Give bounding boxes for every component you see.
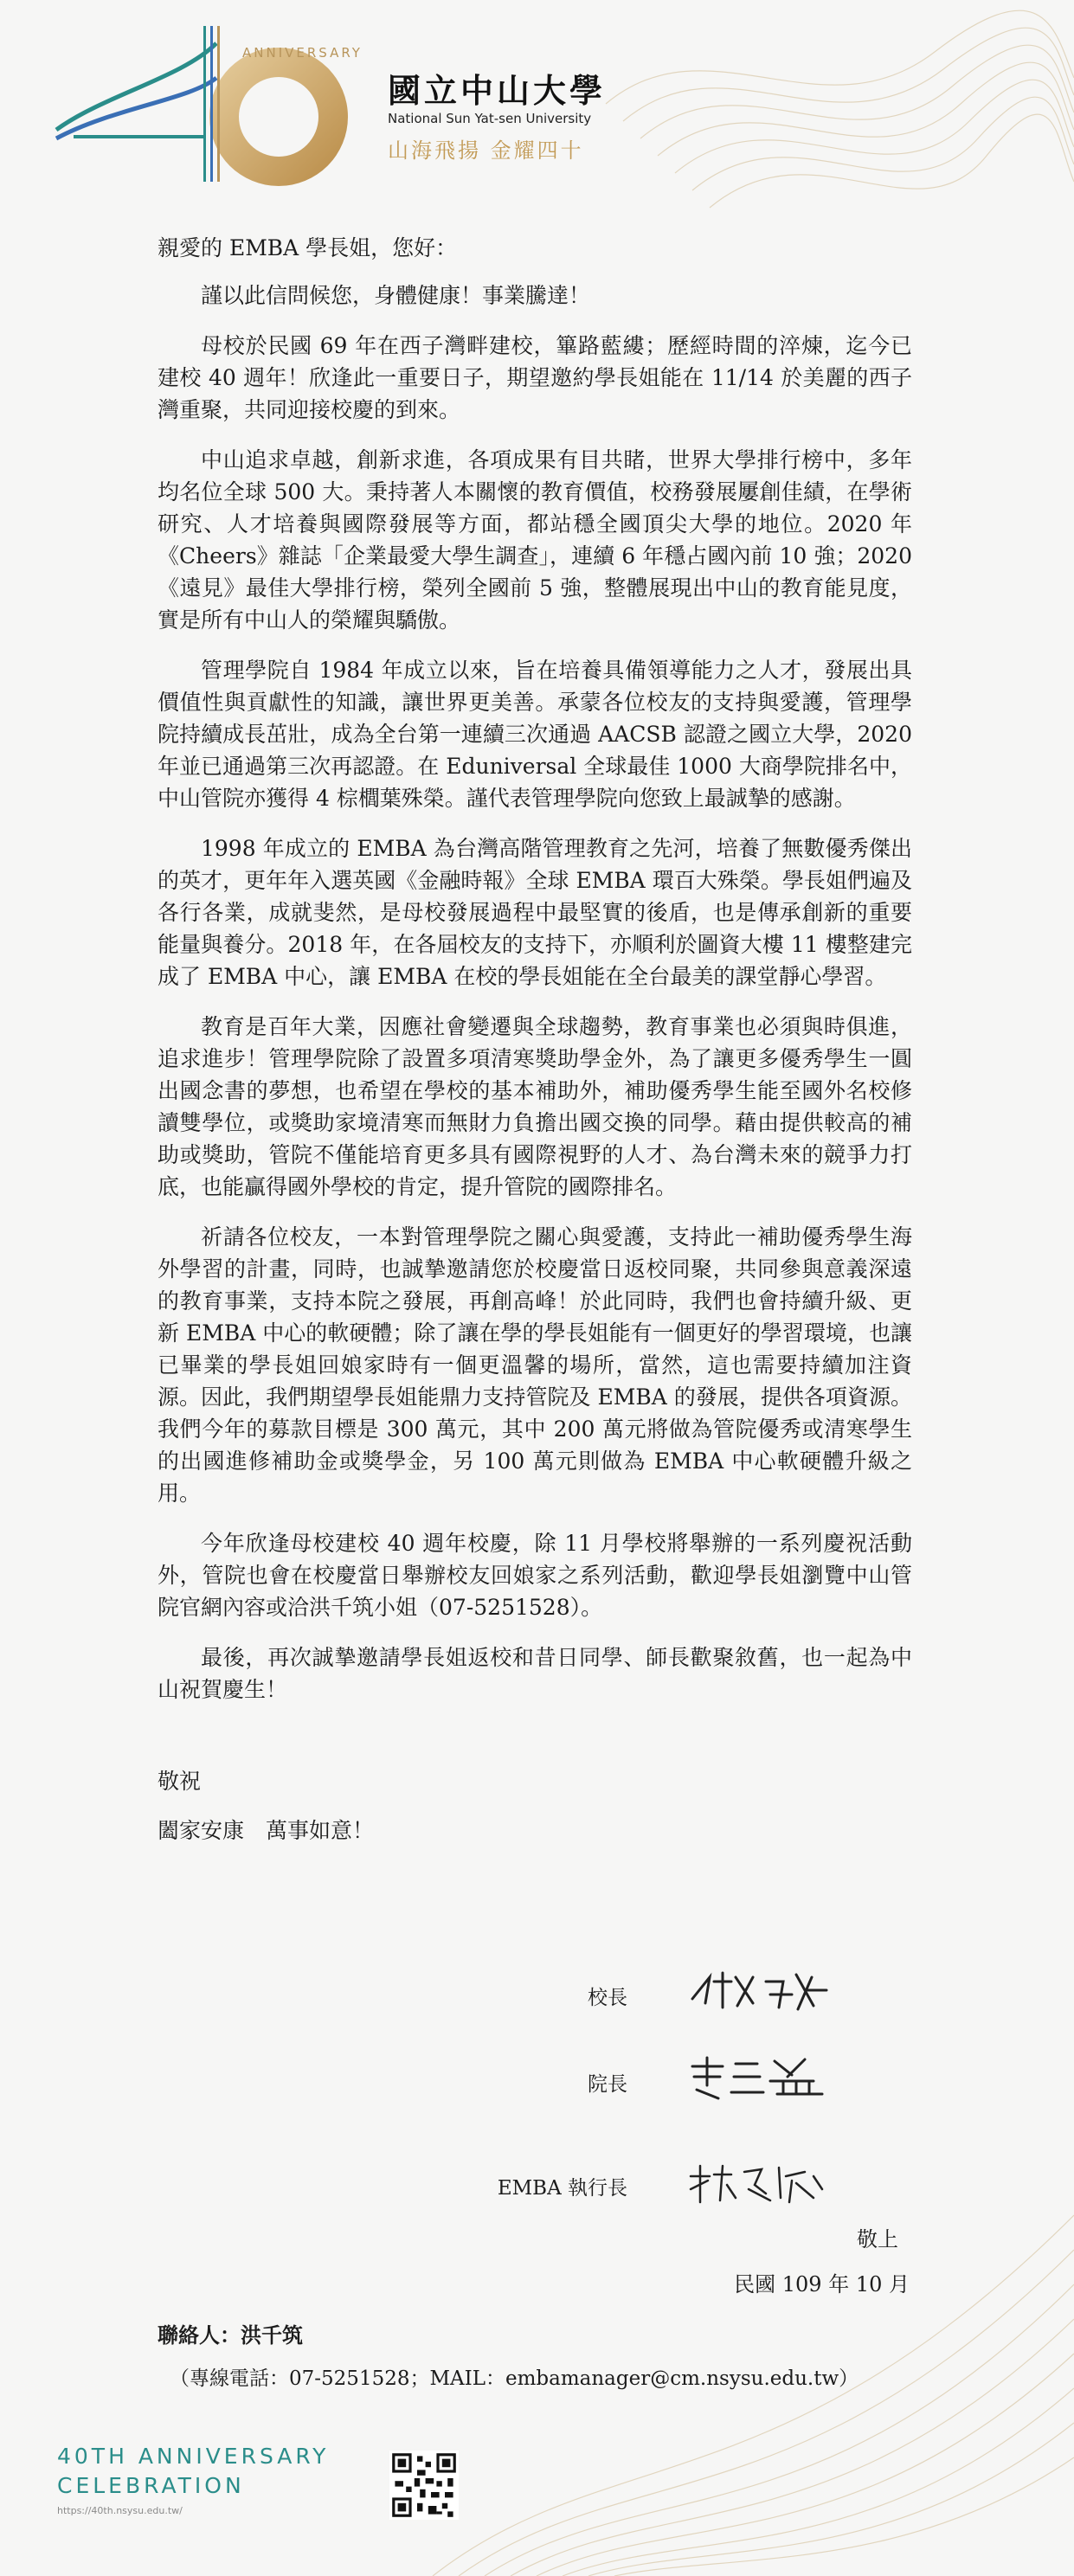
signer-title-dean: 院長 [588, 2073, 627, 2096]
slogan: 山海飛揚 金耀四十 [388, 138, 584, 163]
signature-dean [684, 2051, 831, 2103]
salutation: 親愛的 EMBA 學長姐，您好： [158, 235, 458, 260]
footer-line-1: 40TH ANNIVERSARY [57, 2444, 330, 2469]
paragraph-3: 中山追求卓越，創新求進，各項成果有目共睹，世界大學排行榜中，多年均名位全球 500 大。秉持著人本關懷的教育價值，校務發展屢創佳績，在學術研究、人才培養與國際發展等方面，都站穩全國頂尖大學的地位。2020 年《Cheers》雜誌「企業最愛大學生調查」，連續 6 年穩占國內前 10 強；2020《遠見》最佳大學排行榜，榮列全國前 5 強，整體展現出中山的教育能見度，實是所有中山人的榮耀與驕傲。 [158, 447, 912, 633]
footer-anniversary-text [57, 2442, 329, 2501]
university-name-en: National Sun Yat-sen University [388, 111, 592, 126]
paragraph-1: 謹以此信問候您，身體健康！事業騰達！ [201, 283, 591, 308]
letter-date: 民國 109 年 10 月 [734, 2272, 910, 2297]
letterhead [52, 26, 658, 190]
closing-wish: 敬祝 [158, 1769, 202, 1794]
footer-line-2: CELEBRATION [57, 2473, 245, 2498]
paragraph-9: 最後，再次誠摯邀請學長姐返校和昔日同學、師長歡聚敘舊，也一起為中山祝賀慶生！ [158, 1645, 912, 1702]
signer-title-president: 校長 [588, 1987, 627, 2009]
footer-url: https://40th.nsysu.edu.tw/ [57, 2505, 183, 2516]
closing [158, 1765, 374, 1864]
signature-president [684, 1964, 831, 2016]
contact-person: 聯絡人：洪千筑 [158, 2322, 303, 2348]
contact-details: （專線電話：07-5251528；MAIL：embamanager@cm.nsysu.edu.tw） [170, 2367, 859, 2390]
paragraph-2: 母校於民國 69 年在西子灣畔建校，篳路藍縷；歷經時間的淬煉，迄今已建校 40 週年！欣逢此一重要日子，期望邀約學長姐能在 11/14 於美麗的西子灣重聚，共同迎接校慶的到來。 [158, 333, 912, 422]
respect-closing: 敬上 [857, 2227, 898, 2252]
qr-code-icon [389, 2451, 459, 2520]
anniversary-word: ANNIVERSARY [242, 45, 363, 61]
paragraph-7: 祈請各位校友，一本對管理學院之關心與愛護，支持此一補助優秀學生海外學習的計畫，同時，也誠摯邀請您於校慶當日返校同聚，共同參與意義深遠的教育事業，支持本院之發展，再創高峰！於此同時，我們也會持續升級、更新 EMBA 中心的軟硬體；除了讓在學的學長姐能有一個更好的學習環境，也讓已畢業的學長姐回娘家時有一個更溫馨的場所，當然，這也需要持續加注資源。因此，我們期望學長姐能鼎力支持管院及 EMBA 的發展，提供各項資源。我們今年的募款目標是 300 萬元，其中 200 萬元將做為管院優秀或清寒學生的出國進修補助金或獎學金，另 100 萬元則做為 EMBA 中心軟硬體升級之用。 [158, 1224, 912, 1506]
paragraph-4: 管理學院自 1984 年成立以來，旨在培養具備領導能力之人才，發展出具價值性與貢獻性的知識，讓世界更美善。承蒙各位校友的支持與愛護，管理學院持續成長茁壯，成為全台第一連續三次通過 AACSB 認證之國立大學，2020 年並已通過第三次再認證。在 Eduniversal 全球最佳 1000 大商學院排名中，中山管院亦獲得 4 棕櫚葉殊榮。謹代表管理學院向您致上最誠摯的感謝。 [158, 658, 912, 811]
signer-title-emba-director: EMBA 執行長 [497, 2177, 627, 2200]
letter-body [158, 232, 912, 1724]
signature-emba-director [684, 2159, 831, 2207]
paragraph-6: 教育是百年大業，因應社會變遷與全球趨勢，教育事業也必須與時俱進，追求進步！管理學院除了設置多項清寒獎助學金外，為了讓更多優秀學生一圓出國念書的夢想，也希望在學校的基本補助外，補助優秀學生能至國外名校修讀雙學位，或獎助家境清寒而無財力負擔出國交換的同學。藉由提供較高的補助或獎助，管院不僅能培育更多具有國際視野的人才、為台灣未來的競爭力打底，也能贏得國外學校的肯定，提升管院的國際排名。 [158, 1014, 912, 1199]
paragraph-5: 1998 年成立的 EMBA 為台灣高階管理教育之先河，培養了無數優秀傑出的英才，更年年入選英國《金融時報》全球 EMBA 環百大殊榮。學長姐們遍及各行各業，成就斐然，是母校發展過程中最堅實的後盾，也是傳承創新的重要能量與養分。2018 年，在各屆校友的支持下，亦順利於圖資大樓 11 樓整建完成了 EMBA 中心，讓 EMBA 在校的學長姐能在全台最美的課堂靜心學習。 [158, 836, 912, 989]
university-name-zh: 國立中山大學 [388, 71, 607, 110]
closing-blessing: 闔家安康 萬事如意！ [158, 1818, 375, 1843]
paragraph-8: 今年欣逢母校建校 40 週年校慶，除 11 月學校將舉辦的一系列慶祝活動外，管院也會在校慶當日舉辦校友回娘家之系列活動，歡迎學長姐瀏覽中山管院官網內容或洽洪千筑小姐（07-5251528）。 [158, 1531, 912, 1620]
